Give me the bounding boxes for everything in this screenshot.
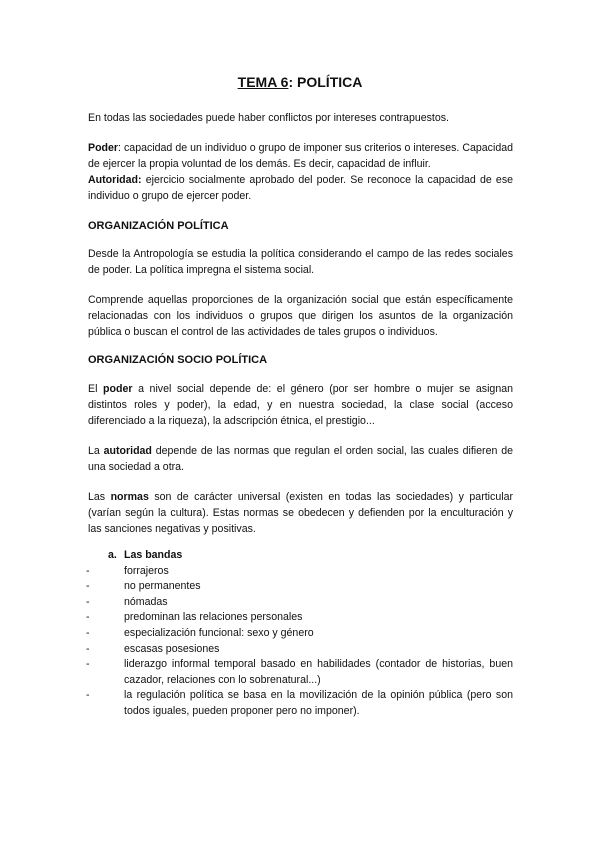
paragraph <box>88 489 513 537</box>
t: La <box>88 445 104 457</box>
t-bold: poder <box>103 383 133 395</box>
section-heading: ORGANIZACIÓN POLÍTICA <box>88 220 229 232</box>
term: Poder <box>88 142 119 154</box>
intro-paragraph: En todas las sociedades puede haber conflictos por intereses contrapuestos. <box>88 112 449 124</box>
t: Las <box>88 491 111 503</box>
list-item: - liderazgo informal temporal basado en habilidades (contador de historias, buen cazador, relaciones con lo sobrenatural...) <box>108 657 513 688</box>
paragraph <box>88 381 513 429</box>
t: El <box>88 383 104 395</box>
t: a nivel social depende de: el género (por ser hombre o mujer se asignan distintos roles y poder), la edad, y en nuestra sociedad, la clase social (acceso diferenciado a la riqueza), la adscripción étnica, el prestigio... <box>88 383 513 427</box>
definition-poder <box>88 140 513 172</box>
list-item: - forrajeros <box>108 564 513 580</box>
sep: : <box>118 142 124 154</box>
paragraph: Comprende aquellas proporciones de la organización social que están específicamente relacionadas con los individuos o grupos que dirigen los asuntos de la organización pública o buscan el control de las actividades de tales grupos o individuos. <box>88 294 513 338</box>
list-heading-text: Las bandas <box>124 549 183 561</box>
section-heading: ORGANIZACIÓN SOCIO POLÍTICA <box>88 354 268 366</box>
list-marker: a. <box>108 549 117 561</box>
definition-text: capacidad de un individuo o grupo de imponer sus criterios o intereses. Capacidad de ejercer la propia voluntad de los demás. Es decir, capacidad de influir. <box>88 142 513 170</box>
paragraph <box>88 443 513 475</box>
t: depende de las normas que regulan el orden social, las cuales difieren de una sociedad a otra. <box>88 445 513 473</box>
t: son de carácter universal (existen en todas las sociedades) y particular (varían según la cultura). Estas normas se obedecen y defienden por la enculturación y las sanciones negativas y positivas. <box>88 491 513 535</box>
list-item: - la regulación política se basa en la movilización de la opinión pública (pero son todos iguales, pueden proponer pero no imponer). <box>108 688 513 719</box>
list-item: - escasas posesiones <box>108 642 513 658</box>
page-title <box>0 73 600 91</box>
term: Autoridad: <box>88 174 142 186</box>
list-heading <box>108 548 511 564</box>
title-underlined: TEMA 6 <box>237 74 289 90</box>
t-bold: normas <box>110 491 149 503</box>
paragraph: Desde la Antropología se estudia la política considerando el campo de las redes sociales de poder. La política impregna el sistema social. <box>88 248 513 276</box>
list-item: - predominan las relaciones personales <box>108 610 513 626</box>
definition-autoridad <box>88 172 513 204</box>
bands-list <box>110 548 513 720</box>
list-item: - no permanentes <box>108 579 513 595</box>
definition-text: ejercicio socialmente aprobado del poder. Se reconoce la capacidad de ese individuo o grupo de ejercer poder. <box>88 174 514 202</box>
t-bold: autoridad <box>103 445 152 457</box>
list-item: - nómadas <box>108 595 513 611</box>
list-item: - especialización funcional: sexo y género <box>108 626 513 642</box>
title-rest: : POLÍTICA <box>288 74 363 90</box>
